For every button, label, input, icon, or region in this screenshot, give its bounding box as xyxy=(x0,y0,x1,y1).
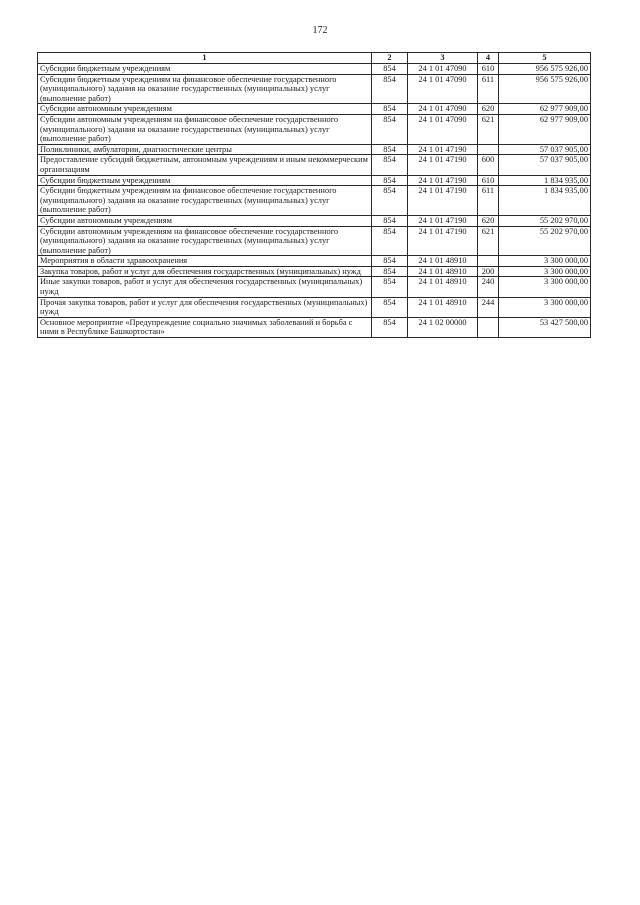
page-number: 172 xyxy=(312,25,328,36)
cell-sum: 3 300 000,00 xyxy=(499,277,591,297)
cell-csr: 24 1 01 47190 xyxy=(408,175,478,186)
cell-name: Субсидии автономным учреждениям на финансовое обеспечение государственного (муниципального) задания на оказание государственных (муниципальных) услуг (выполнение работ) xyxy=(38,114,372,144)
table-row xyxy=(38,104,591,115)
table-row xyxy=(38,317,591,337)
cell-sum: 3 300 000,00 xyxy=(499,266,591,277)
cell-ved: 854 xyxy=(372,104,408,115)
cell-sum: 53 427 500,00 xyxy=(499,317,591,337)
cell-name: Субсидии автономным учреждениям на финансовое обеспечение государственного (муниципального) задания на оказание государственных (муниципальных) услуг (выполнение работ) xyxy=(38,226,372,256)
cell-ved: 854 xyxy=(372,226,408,256)
cell-ved: 854 xyxy=(372,155,408,175)
cell-vr: 610 xyxy=(478,64,499,75)
cell-csr: 24 1 01 47190 xyxy=(408,215,478,226)
cell-vr xyxy=(478,256,499,267)
cell-vr: 621 xyxy=(478,114,499,144)
table-row xyxy=(38,186,591,216)
cell-csr: 24 1 01 47090 xyxy=(408,64,478,75)
cell-csr: 24 1 01 47090 xyxy=(408,104,478,115)
cell-vr: 200 xyxy=(478,266,499,277)
column-header-name: 1 xyxy=(38,53,372,64)
cell-name: Субсидии бюджетным учреждениям на финансовое обеспечение государственного (муниципального) задания на оказание государственных (муниципальных) услуг (выполнение работ) xyxy=(38,74,372,104)
table-row xyxy=(38,64,591,75)
cell-name: Субсидии автономным учреждениям xyxy=(38,104,372,115)
budget-table xyxy=(37,52,591,338)
cell-name: Мероприятия в области здравоохранения xyxy=(38,256,372,267)
cell-name: Иные закупки товаров, работ и услуг для обеспечения государственных (муниципальных) нужд xyxy=(38,277,372,297)
cell-name: Субсидии бюджетным учреждениям xyxy=(38,175,372,186)
cell-csr: 24 1 02 00000 xyxy=(408,317,478,337)
cell-vr: 611 xyxy=(478,74,499,104)
cell-csr: 24 1 01 47090 xyxy=(408,114,478,144)
cell-sum: 55 202 970,00 xyxy=(499,215,591,226)
cell-vr: 600 xyxy=(478,155,499,175)
cell-sum: 57 037 905,00 xyxy=(499,144,591,155)
table-body xyxy=(38,64,591,338)
cell-sum: 1 834 935,00 xyxy=(499,175,591,186)
cell-vr: 610 xyxy=(478,175,499,186)
cell-sum: 956 575 926,00 xyxy=(499,64,591,75)
cell-csr: 24 1 01 47190 xyxy=(408,155,478,175)
table-row xyxy=(38,74,591,104)
cell-ved: 854 xyxy=(372,266,408,277)
cell-csr: 24 1 01 48910 xyxy=(408,297,478,317)
cell-vr: 620 xyxy=(478,215,499,226)
cell-csr: 24 1 01 48910 xyxy=(408,266,478,277)
table-row xyxy=(38,277,591,297)
table-row xyxy=(38,114,591,144)
cell-vr xyxy=(478,317,499,337)
cell-csr: 24 1 01 47190 xyxy=(408,144,478,155)
table-row xyxy=(38,256,591,267)
cell-vr: 240 xyxy=(478,277,499,297)
cell-ved: 854 xyxy=(372,175,408,186)
cell-ved: 854 xyxy=(372,114,408,144)
cell-ved: 854 xyxy=(372,297,408,317)
cell-ved: 854 xyxy=(372,215,408,226)
table-row xyxy=(38,144,591,155)
table-row xyxy=(38,215,591,226)
cell-name: Предоставление субсидий бюджетным, автономным учреждениям и иным некоммерческим организациям xyxy=(38,155,372,175)
cell-csr: 24 1 01 47090 xyxy=(408,74,478,104)
cell-vr: 621 xyxy=(478,226,499,256)
cell-sum: 57 037 905,00 xyxy=(499,155,591,175)
cell-name: Поликлиники, амбулатории, диагностические центры xyxy=(38,144,372,155)
cell-csr: 24 1 01 47190 xyxy=(408,186,478,216)
cell-csr: 24 1 01 48910 xyxy=(408,277,478,297)
cell-sum: 55 202 970,00 xyxy=(499,226,591,256)
table-row xyxy=(38,155,591,175)
cell-sum: 1 834 935,00 xyxy=(499,186,591,216)
column-header-vr: 4 xyxy=(478,53,499,64)
cell-vr: 244 xyxy=(478,297,499,317)
cell-ved: 854 xyxy=(372,186,408,216)
cell-sum: 3 300 000,00 xyxy=(499,297,591,317)
table-row xyxy=(38,175,591,186)
cell-name: Субсидии автономным учреждениям xyxy=(38,215,372,226)
table-row xyxy=(38,226,591,256)
cell-name: Субсидии бюджетным учреждениям на финансовое обеспечение государственного (муниципального) задания на оказание государственных (муниципальных) услуг (выполнение работ) xyxy=(38,186,372,216)
cell-vr xyxy=(478,144,499,155)
column-header-sum: 5 xyxy=(499,53,591,64)
cell-name: Субсидии бюджетным учреждениям xyxy=(38,64,372,75)
cell-ved: 854 xyxy=(372,74,408,104)
cell-name: Основное мероприятие «Предупреждение социально значимых заболеваний и борьба с ними в Республике Башкортостан» xyxy=(38,317,372,337)
cell-vr: 611 xyxy=(478,186,499,216)
cell-name: Прочая закупка товаров, работ и услуг для обеспечения государственных (муниципальных) нужд xyxy=(38,297,372,317)
cell-ved: 854 xyxy=(372,256,408,267)
column-header-ved: 2 xyxy=(372,53,408,64)
cell-name: Закупка товаров, работ и услуг для обеспечения государственных (муниципальных) нужд xyxy=(38,266,372,277)
column-header-csr: 3 xyxy=(408,53,478,64)
table-row xyxy=(38,297,591,317)
table-header-row xyxy=(38,53,591,64)
cell-ved: 854 xyxy=(372,277,408,297)
table-row xyxy=(38,266,591,277)
cell-sum: 62 977 909,00 xyxy=(499,104,591,115)
cell-sum: 62 977 909,00 xyxy=(499,114,591,144)
cell-ved: 854 xyxy=(372,317,408,337)
cell-csr: 24 1 01 47190 xyxy=(408,226,478,256)
cell-csr: 24 1 01 48910 xyxy=(408,256,478,267)
cell-ved: 854 xyxy=(372,144,408,155)
cell-sum: 956 575 926,00 xyxy=(499,74,591,104)
cell-ved: 854 xyxy=(372,64,408,75)
cell-vr: 620 xyxy=(478,104,499,115)
cell-sum: 3 300 000,00 xyxy=(499,256,591,267)
